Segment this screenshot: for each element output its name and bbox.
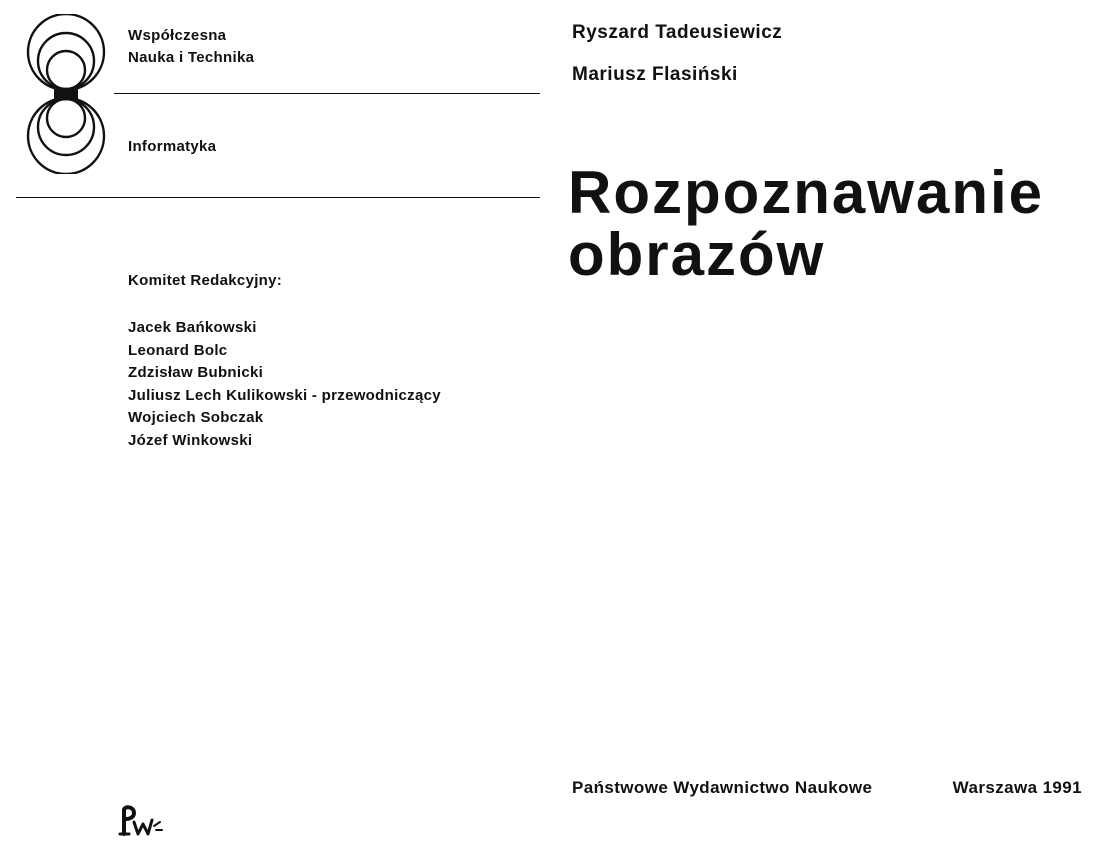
- publisher-mark-icon: [118, 804, 164, 840]
- book-title-line2: obrazów: [568, 221, 826, 288]
- committee-heading: Komitet Redakcyjny:: [128, 272, 283, 289]
- publisher-name: Państwowe Wydawnictwo Naukowe: [572, 778, 873, 797]
- imprint: [572, 778, 1082, 798]
- series-name-line2: Nauka i Technika: [128, 49, 255, 66]
- committee-member: Wojciech Sobczak: [128, 409, 264, 427]
- place-year: Warszawa 1991: [952, 778, 1082, 797]
- committee-member: Leonard Bolc: [128, 341, 228, 359]
- committee-member: Józef Winkowski: [128, 431, 253, 449]
- divider-rule-top: [114, 93, 540, 94]
- book-title: [568, 159, 1045, 288]
- series-name-line1: Współczesna: [128, 27, 227, 44]
- author-name: Mariusz Flasiński: [572, 64, 738, 85]
- authors: [572, 20, 782, 88]
- book-title-line1: Rozpoznawanie: [568, 159, 1045, 226]
- series-logo-icon: [24, 14, 108, 174]
- author-name: Ryszard Tadeusiewicz: [572, 22, 783, 43]
- committee-member: Zdzisław Bubnicki: [128, 364, 264, 382]
- divider-rule-bottom: [16, 197, 540, 198]
- committee-list: [128, 317, 441, 453]
- committee-member: Juliusz Lech Kulikowski - przewodniczący: [128, 386, 441, 404]
- right-page: [550, 0, 1100, 864]
- series-name: [128, 25, 254, 69]
- series-subject: Informatyka: [128, 138, 217, 155]
- committee-member: Jacek Bańkowski: [128, 319, 257, 336]
